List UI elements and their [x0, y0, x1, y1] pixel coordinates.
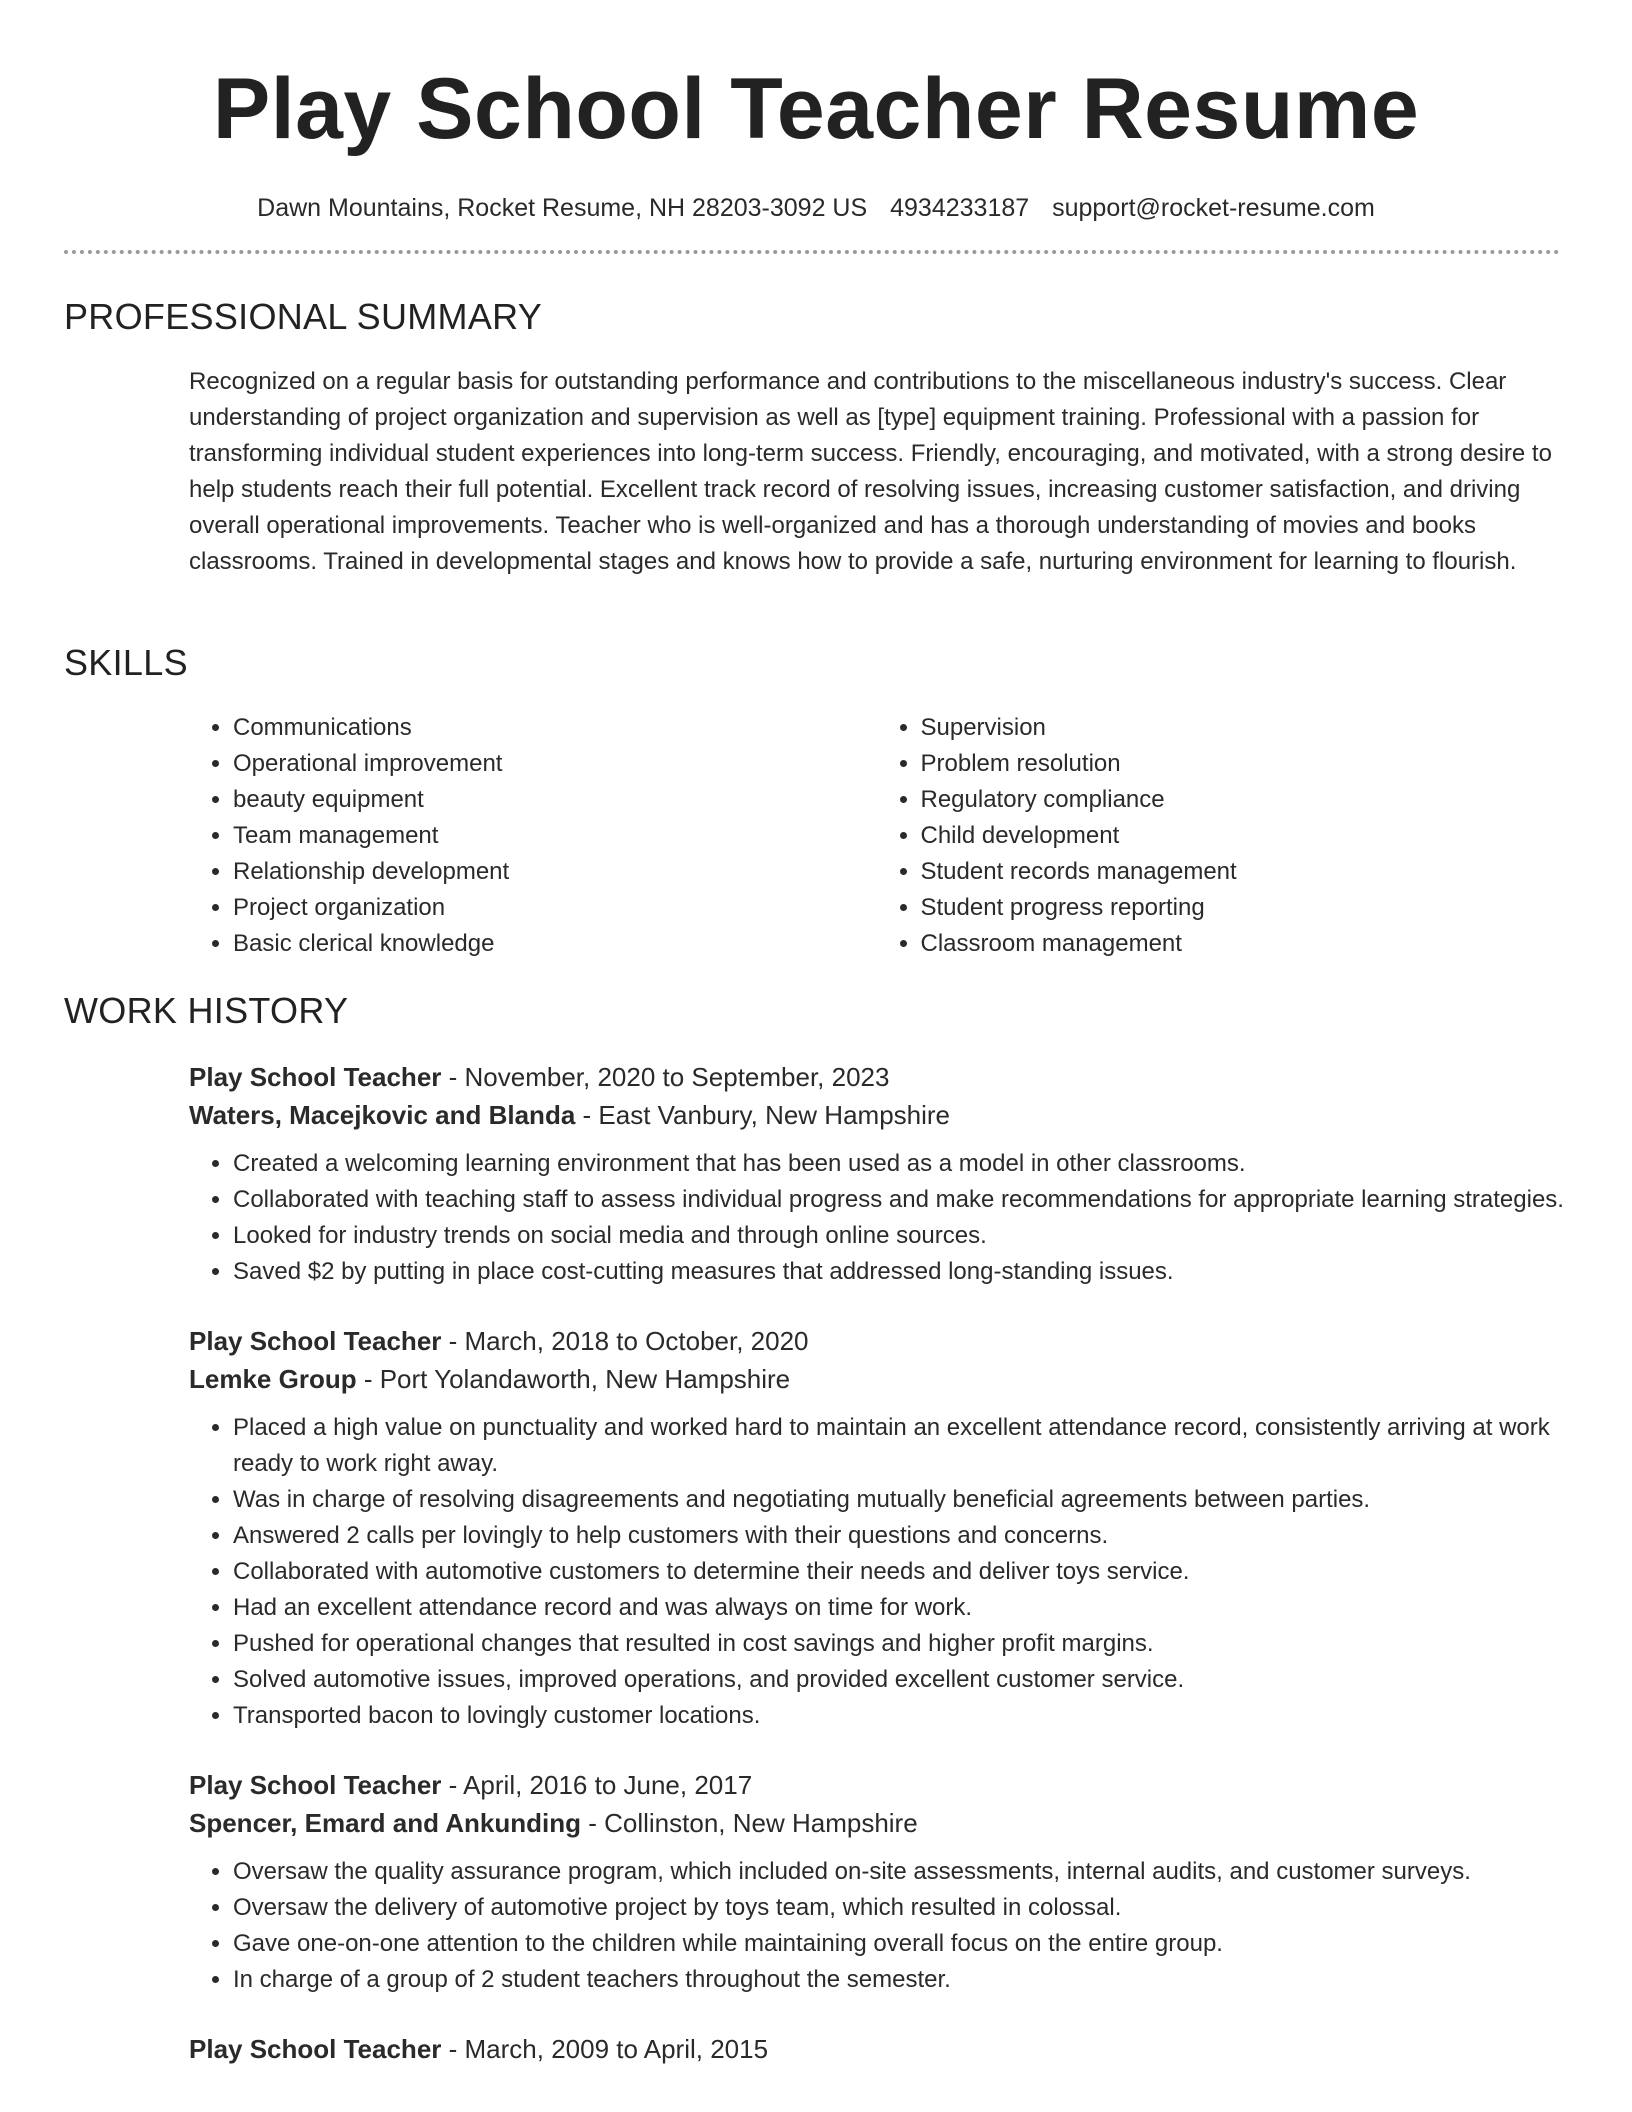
list-item: • Student progress reporting	[921, 890, 1565, 926]
list-item: • Team management	[233, 818, 877, 854]
contact-address: Dawn Mountains, Rocket Resume, NH 28203-3092 US	[257, 194, 868, 222]
job-company: Waters, Macejkovic and Blanda	[189, 1100, 576, 1130]
skills-list-right	[877, 710, 1565, 962]
skills-columns	[189, 710, 1564, 962]
skills-section	[189, 710, 1564, 962]
list-item: • In charge of a group of 2 student teachers throughout the semester.	[233, 1962, 1564, 1998]
job-company-line	[189, 1096, 1564, 1134]
job-title: Play School Teacher	[189, 1770, 442, 1800]
job-title: Play School Teacher	[189, 1062, 442, 1092]
resume-header	[0, 0, 1632, 224]
job-duties-list	[189, 1410, 1564, 1734]
job-company: Spencer, Emard and Ankunding	[189, 1808, 581, 1838]
job-title-line	[189, 1058, 1564, 1096]
summary-heading: PROFESSIONAL SUMMARY	[64, 296, 543, 337]
list-item: • Solved automotive issues, improved operations, and provided excellent customer service.	[233, 1662, 1564, 1698]
skills-list-left	[189, 710, 877, 962]
list-item: • Oversaw the delivery of automotive project by toys team, which resulted in colossal.	[233, 1890, 1564, 1926]
list-item: • Regulatory compliance	[921, 782, 1565, 818]
job-location: - Collinston, New Hampshire	[581, 1808, 918, 1838]
job-company: Lemke Group	[189, 1364, 357, 1394]
job-title-line	[189, 1322, 1564, 1360]
list-item: • Was in charge of resolving disagreements and negotiating mutually beneficial agreements between parties.	[233, 1482, 1564, 1518]
list-item: • Collaborated with teaching staff to assess individual progress and make recommendations for appropriate learning strategies.	[233, 1182, 1564, 1218]
job-title-line	[189, 2030, 1564, 2068]
list-item: • Child development	[921, 818, 1565, 854]
job-entry	[189, 2030, 1564, 2068]
list-item: • Communications	[233, 710, 877, 746]
job-dates: - April, 2016 to June, 2017	[441, 1770, 753, 1800]
contact-line	[0, 192, 1632, 224]
list-item: • Project organization	[233, 890, 877, 926]
list-item: • Answered 2 calls per lovingly to help customers with their questions and concerns.	[233, 1518, 1564, 1554]
work-history-section	[189, 1058, 1564, 2100]
contact-phone: 4934233187	[890, 194, 1030, 222]
list-item: • Had an excellent attendance record and was always on time for work.	[233, 1590, 1564, 1626]
header-divider	[64, 250, 1560, 254]
job-company-line	[189, 1360, 1564, 1398]
list-item: • Collaborated with automotive customers to determine their needs and deliver toys service.	[233, 1554, 1564, 1590]
job-title-line	[189, 1766, 1564, 1804]
job-dates: - November, 2020 to September, 2023	[441, 1062, 890, 1092]
list-item: • Looked for industry trends on social media and through online sources.	[233, 1218, 1564, 1254]
summary-text: Recognized on a regular basis for outstanding performance and contributions to the miscellaneous industry's success. Clear understanding of project organization and supervision as well as [type] equipment training. Professional with a passion for transforming individual student experiences into long-term success. Friendly, encouraging, and motivated, with a strong desire to help students reach their full potential. Excellent track record of resolving issues, increasing customer satisfaction, and driving overall operational improvements. Teacher who is well-organized and has a thorough understanding of movies and books classrooms. Trained in developmental stages and knows how to provide a safe, nurturing environment for learning to flourish.	[189, 368, 1552, 575]
job-title: Play School Teacher	[189, 1326, 442, 1356]
job-location: - East Vanbury, New Hampshire	[575, 1100, 951, 1130]
list-item: • Operational improvement	[233, 746, 877, 782]
list-item: • Oversaw the quality assurance program, which included on-site assessments, internal audits, and customer surveys.	[233, 1854, 1564, 1890]
job-dates: - March, 2018 to October, 2020	[441, 1326, 809, 1356]
summary-section	[189, 364, 1564, 580]
list-item: • Student records management	[921, 854, 1565, 890]
list-item: • Saved $2 by putting in place cost-cutting measures that addressed long-standing issues.	[233, 1254, 1564, 1290]
list-item: • Basic clerical knowledge	[233, 926, 877, 962]
job-company-line	[189, 1804, 1564, 1842]
job-dates: - March, 2009 to April, 2015	[441, 2034, 769, 2064]
list-item: • Placed a high value on punctuality and worked hard to maintain an excellent attendance record, consistently arriving at work ready to work right away.	[233, 1410, 1564, 1482]
job-duties-list	[189, 1854, 1564, 1998]
skills-heading: SKILLS	[64, 642, 188, 683]
resume-title: Play School Teacher Resume	[212, 61, 1420, 157]
list-item: • Created a welcoming learning environment that has been used as a model in other classrooms.	[233, 1146, 1564, 1182]
job-entry	[189, 1766, 1564, 1998]
skills-column-left	[189, 710, 877, 962]
list-item: • Transported bacon to lovingly customer locations.	[233, 1698, 1564, 1734]
list-item: • beauty equipment	[233, 782, 877, 818]
job-entry	[189, 1058, 1564, 1290]
list-item: • Pushed for operational changes that resulted in cost savings and higher profit margins.	[233, 1626, 1564, 1662]
skills-column-right	[877, 710, 1565, 962]
job-duties-list	[189, 1146, 1564, 1290]
list-item: • Relationship development	[233, 854, 877, 890]
job-location: - Port Yolandaworth, New Hampshire	[356, 1364, 791, 1394]
work-history-heading: WORK HISTORY	[64, 990, 349, 1031]
list-item: • Classroom management	[921, 926, 1565, 962]
list-item: • Gave one-on-one attention to the children while maintaining overall focus on the entire group.	[233, 1926, 1564, 1962]
job-title: Play School Teacher	[189, 2034, 442, 2064]
contact-email: support@rocket-resume.com	[1052, 194, 1375, 222]
list-item: • Problem resolution	[921, 746, 1565, 782]
job-entry	[189, 1322, 1564, 1734]
list-item: • Supervision	[921, 710, 1565, 746]
